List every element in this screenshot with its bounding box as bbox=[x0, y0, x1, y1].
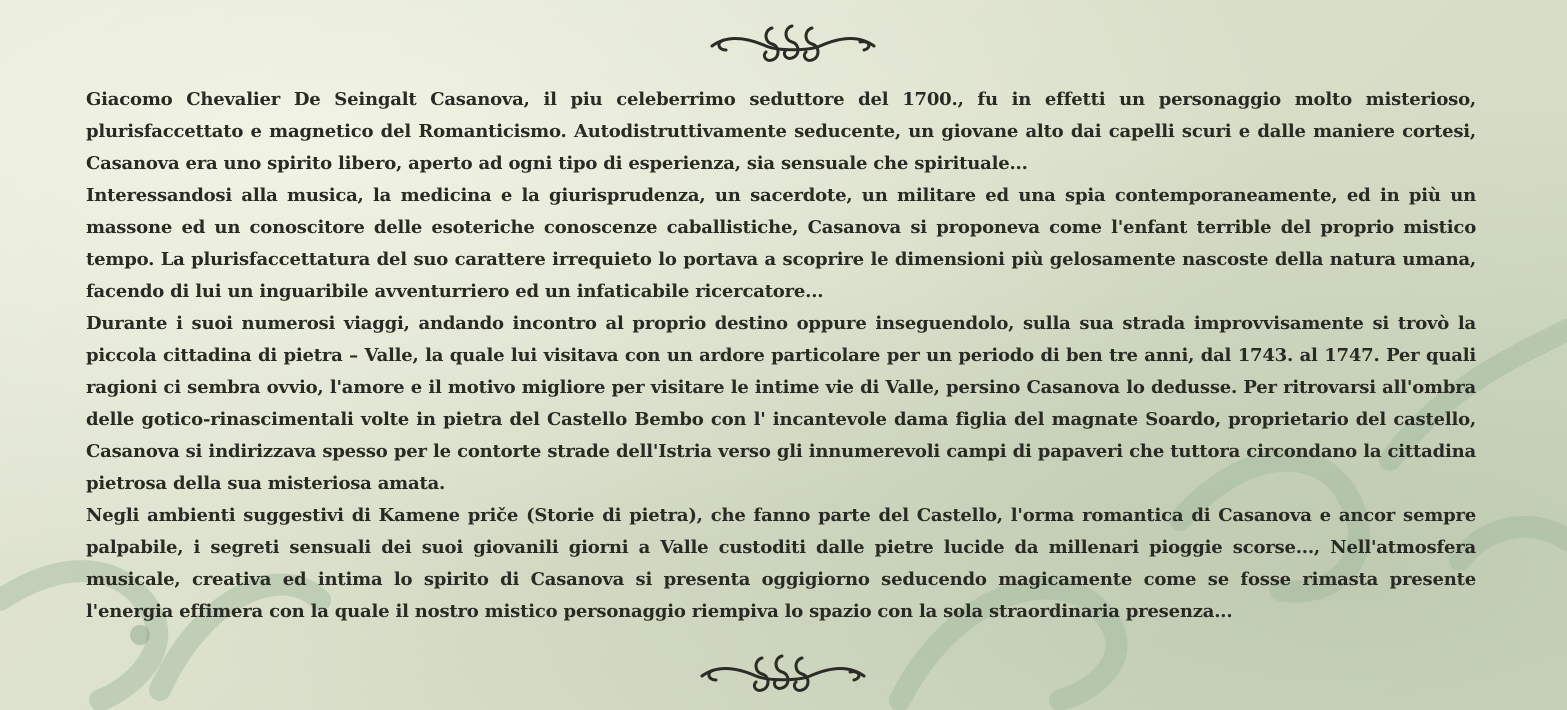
body-text bbox=[86, 84, 1476, 628]
bottom-flourish-ornament bbox=[698, 646, 868, 702]
top-flourish-ornament bbox=[708, 16, 878, 72]
paragraph: Giacomo Chevalier De Seingalt Casanova, il piu celeberrimo seduttore del 1700., fu in effetti un personaggio molto misterioso, plurisfaccettato e magnetico del Romanticismo. Autodistruttivamente seducente, un giovane alto dai capelli scuri e dalle maniere cortesi, Casanova era uno spirito libero, aperto ad ogni tipo di esperienza, sia sensuale che spirituale... bbox=[86, 89, 1476, 174]
paragraph: Durante i suoi numerosi viaggi, andando incontro al proprio destino oppure inseguendolo, sulla sua strada improvvisamente si trovò la piccola cittadina di pietra – Valle, la quale lui visitava con un ardore particolare per un periodo di ben tre anni, dal 1743. al 1747. Per quali ragioni ci sembra ovvio, l'amore e il motivo migliore per visitare le intime vie di Valle, persino Casanova lo dedusse. Per ritrovarsi all'ombra delle gotico-rinascimentali volte in pietra del Castello Bembo con l' incantevole dama figlia del magnate Soardo, proprietario del castello, Casanova si indirizzava spesso per le contorte strade dell'Istria verso gli innumerevoli campi di papaveri che tuttora circondano la cittadina pietrosa della sua misteriosa amata. bbox=[86, 313, 1476, 494]
paragraph: Negli ambienti suggestivi di Kamene priče (Storie di pietra), che fanno parte del Castello, l'orma romantica di Casanova e ancor sempre palpabile, i segreti sensuali dei suoi giovanili giorni a Valle custoditi dalle pietre lucide da millenari pioggie scorse..., Nell'atmosfera musicale, creativa ed intima lo spirito di Casanova si presenta oggigiorno seducendo magicamente come se fosse rimasta presente l'energia effimera con la quale il nostro mistico personaggio riempiva lo spazio con la sola straordinaria presenza... bbox=[86, 505, 1476, 622]
paragraph: Interessandosi alla musica, la medicina e la giurisprudenza, un sacerdote, un militare ed una spia contemporaneamente, ed in più un massone ed un conoscitore delle esoteriche conoscenze caballistiche, Casanova si proponeva come l'enfant terrible del proprio mistico tempo. La plurisfaccettatura del suo carattere irrequieto lo portava a scoprire le dimensioni più gelosamente nascoste della natura umana, facendo di lui un inguaribile avventurriero ed un infaticabile ricercatore... bbox=[86, 185, 1476, 302]
